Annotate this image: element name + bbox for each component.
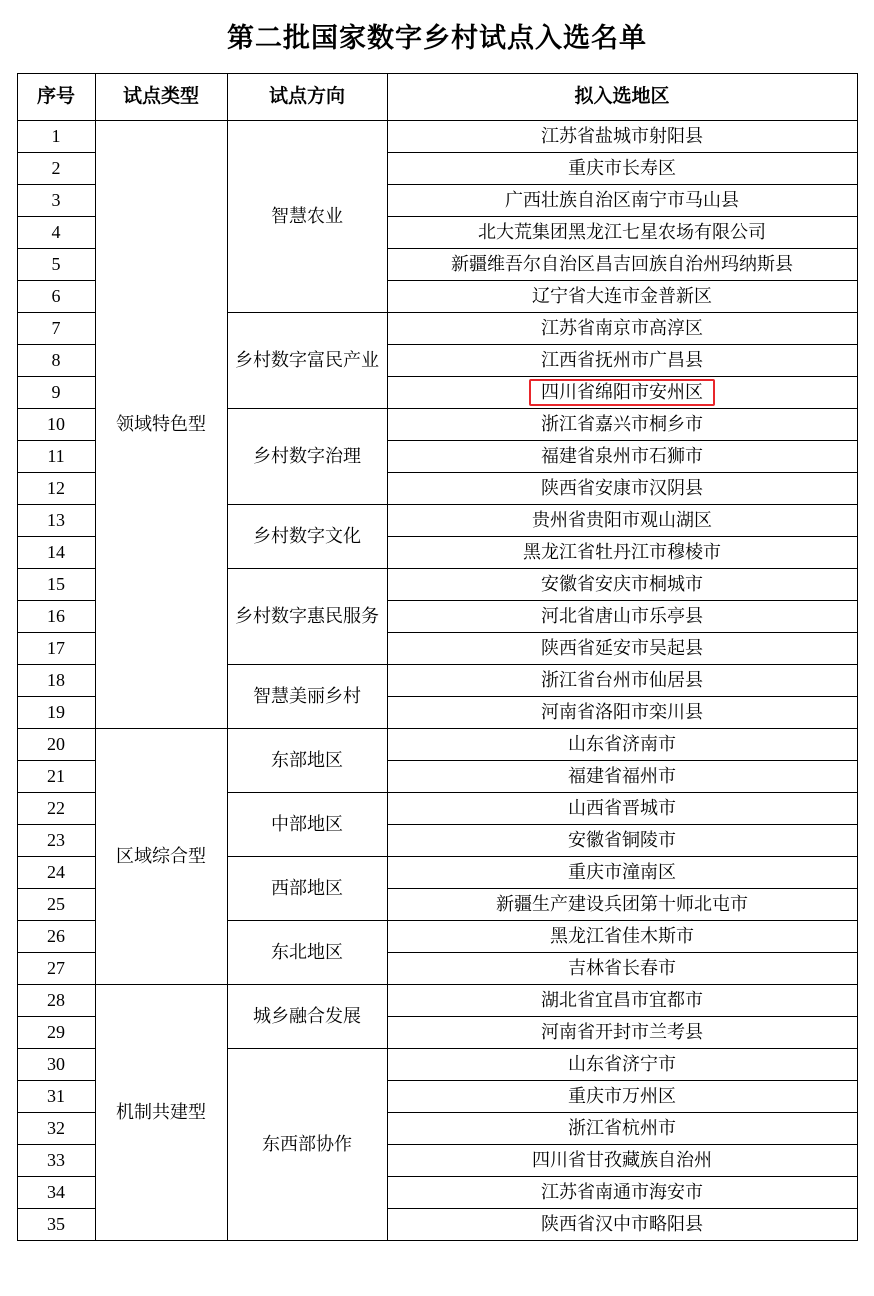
table-row <box>17 985 857 1017</box>
cell-area: 福建省泉州市石狮市 <box>387 441 857 473</box>
cell-area: 新疆维吾尔自治区昌吉回族自治州玛纳斯县 <box>387 249 857 281</box>
cell-area: 辽宁省大连市金普新区 <box>387 281 857 313</box>
cell-seq: 14 <box>17 537 95 569</box>
cell-seq: 9 <box>17 377 95 409</box>
cell-seq: 32 <box>17 1113 95 1145</box>
cell-area: 河北省唐山市乐亭县 <box>387 601 857 633</box>
cell-seq: 1 <box>17 121 95 153</box>
cell-seq: 4 <box>17 217 95 249</box>
column-header-seq: 序号 <box>17 74 95 121</box>
cell-seq: 23 <box>17 825 95 857</box>
cell-seq: 31 <box>17 1081 95 1113</box>
page-title: 第二批国家数字乡村试点入选名单 <box>227 23 647 53</box>
cell-area: 四川省甘孜藏族自治州 <box>387 1145 857 1177</box>
cell-pilot-direction: 城乡融合发展 <box>227 985 387 1049</box>
column-header-area: 拟入选地区 <box>387 74 857 121</box>
cell-seq: 35 <box>17 1209 95 1241</box>
table-row <box>17 729 857 761</box>
cell-seq: 19 <box>17 697 95 729</box>
pilot-list-table <box>17 73 858 1241</box>
cell-area: 安徽省铜陵市 <box>387 825 857 857</box>
cell-area: 江苏省南京市高淳区 <box>387 313 857 345</box>
cell-area: 山东省济宁市 <box>387 1049 857 1081</box>
cell-seq: 18 <box>17 665 95 697</box>
cell-pilot-type: 区域综合型 <box>95 729 227 985</box>
cell-area: 浙江省台州市仙居县 <box>387 665 857 697</box>
cell-pilot-direction: 乡村数字富民产业 <box>227 313 387 409</box>
cell-seq: 33 <box>17 1145 95 1177</box>
cell-pilot-direction: 智慧农业 <box>227 121 387 313</box>
cell-area: 贵州省贵阳市观山湖区 <box>387 505 857 537</box>
cell-area: 安徽省安庆市桐城市 <box>387 569 857 601</box>
cell-area: 广西壮族自治区南宁市马山县 <box>387 185 857 217</box>
cell-area: 山东省济南市 <box>387 729 857 761</box>
cell-pilot-direction: 东部地区 <box>227 729 387 793</box>
table-row <box>17 121 857 153</box>
cell-area: 北大荒集团黑龙江七星农场有限公司 <box>387 217 857 249</box>
cell-seq: 26 <box>17 921 95 953</box>
cell-seq: 25 <box>17 889 95 921</box>
cell-seq: 17 <box>17 633 95 665</box>
cell-area: 吉林省长春市 <box>387 953 857 985</box>
cell-area: 江西省抚州市广昌县 <box>387 345 857 377</box>
cell-pilot-direction: 乡村数字治理 <box>227 409 387 505</box>
cell-area: 河南省洛阳市栾川县 <box>387 697 857 729</box>
cell-seq: 7 <box>17 313 95 345</box>
cell-area: 陕西省安康市汉阴县 <box>387 473 857 505</box>
cell-area: 浙江省杭州市 <box>387 1113 857 1145</box>
cell-seq: 8 <box>17 345 95 377</box>
cell-area: 陕西省汉中市略阳县 <box>387 1209 857 1241</box>
cell-seq: 30 <box>17 1049 95 1081</box>
cell-pilot-type: 领域特色型 <box>95 121 227 729</box>
cell-area: 重庆市万州区 <box>387 1081 857 1113</box>
cell-seq: 10 <box>17 409 95 441</box>
cell-pilot-direction: 西部地区 <box>227 857 387 921</box>
cell-area: 福建省福州市 <box>387 761 857 793</box>
column-header-direction: 试点方向 <box>227 74 387 121</box>
cell-seq: 28 <box>17 985 95 1017</box>
cell-area: 黑龙江省牡丹江市穆棱市 <box>387 537 857 569</box>
cell-seq: 2 <box>17 153 95 185</box>
cell-pilot-direction: 乡村数字惠民服务 <box>227 569 387 665</box>
cell-area: 陕西省延安市吴起县 <box>387 633 857 665</box>
cell-seq: 6 <box>17 281 95 313</box>
table-header <box>17 74 857 121</box>
cell-area: 河南省开封市兰考县 <box>387 1017 857 1049</box>
cell-area: 山西省晋城市 <box>387 793 857 825</box>
cell-area: 江苏省盐城市射阳县 <box>387 121 857 153</box>
cell-pilot-type: 机制共建型 <box>95 985 227 1241</box>
cell-seq: 27 <box>17 953 95 985</box>
column-header-type: 试点类型 <box>95 74 227 121</box>
cell-area: 湖北省宜昌市宜都市 <box>387 985 857 1017</box>
cell-area-highlighted <box>387 377 857 409</box>
cell-area: 浙江省嘉兴市桐乡市 <box>387 409 857 441</box>
table-header-row <box>17 74 857 121</box>
cell-seq: 34 <box>17 1177 95 1209</box>
cell-pilot-direction: 东北地区 <box>227 921 387 985</box>
cell-seq: 15 <box>17 569 95 601</box>
cell-seq: 5 <box>17 249 95 281</box>
cell-seq: 20 <box>17 729 95 761</box>
table-body <box>17 121 857 1241</box>
cell-area: 江苏省南通市海安市 <box>387 1177 857 1209</box>
cell-area: 黑龙江省佳木斯市 <box>387 921 857 953</box>
cell-seq: 13 <box>17 505 95 537</box>
cell-area: 新疆生产建设兵团第十师北屯市 <box>387 889 857 921</box>
cell-pilot-direction: 东西部协作 <box>227 1049 387 1241</box>
cell-pilot-direction: 乡村数字文化 <box>227 505 387 569</box>
cell-seq: 12 <box>17 473 95 505</box>
cell-seq: 16 <box>17 601 95 633</box>
cell-area: 重庆市潼南区 <box>387 857 857 889</box>
cell-seq: 21 <box>17 761 95 793</box>
cell-seq: 24 <box>17 857 95 889</box>
cell-pilot-direction: 中部地区 <box>227 793 387 857</box>
cell-seq: 22 <box>17 793 95 825</box>
cell-seq: 11 <box>17 441 95 473</box>
cell-seq: 3 <box>17 185 95 217</box>
cell-pilot-direction: 智慧美丽乡村 <box>227 665 387 729</box>
highlight-box: 四川省绵阳市安州区 <box>529 379 715 407</box>
cell-seq: 29 <box>17 1017 95 1049</box>
cell-area: 重庆市长寿区 <box>387 153 857 185</box>
